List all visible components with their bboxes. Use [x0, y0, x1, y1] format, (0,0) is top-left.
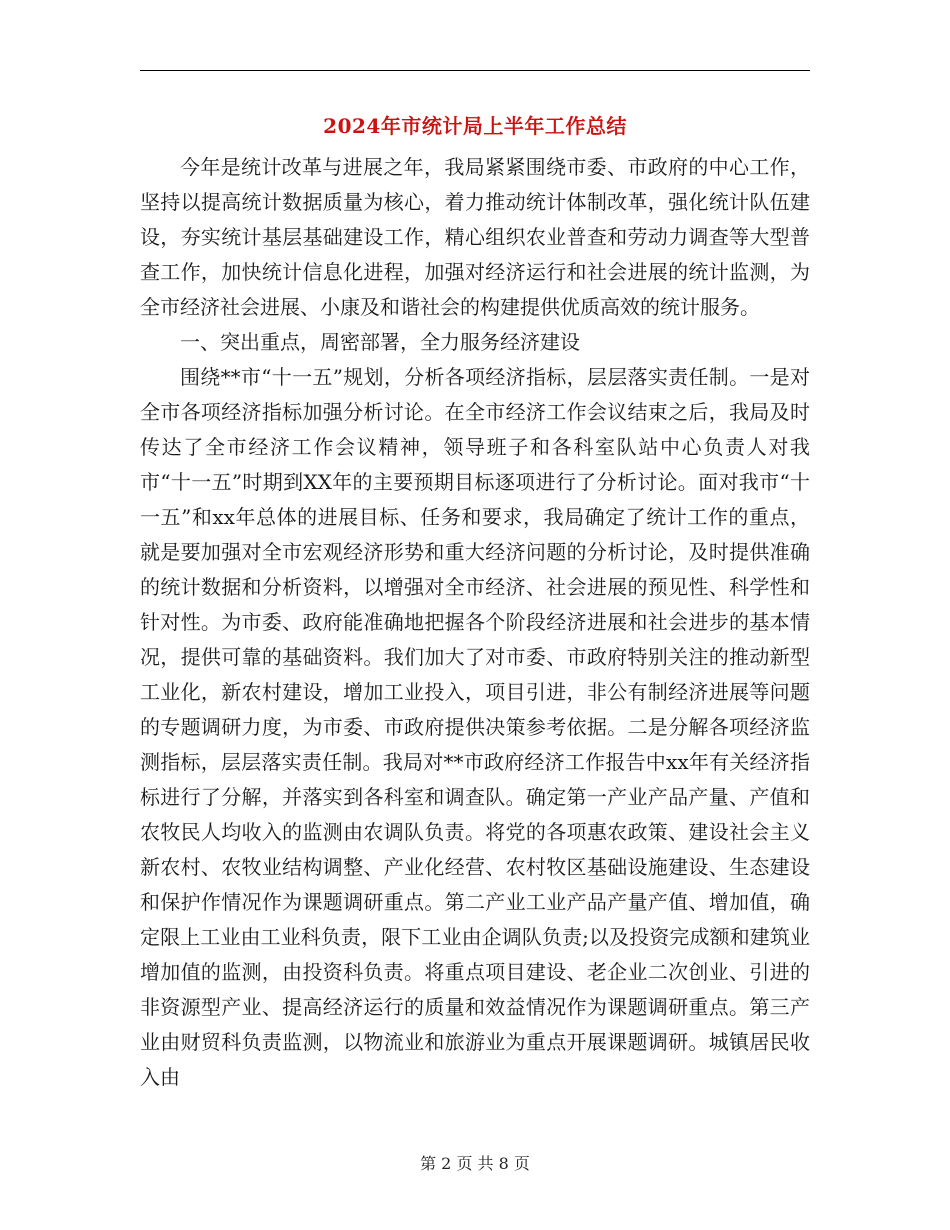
header-rule	[140, 70, 810, 71]
page-number-footer: 第 2 页 共 8 页	[420, 1154, 530, 1173]
document-title: 2024年市统计局上半年工作总结	[323, 114, 627, 138]
paragraph-intro: 今年是统计改革与进展之年，我局紧紧围绕市委、市政府的中心工作，坚持以提高统计数据质量为核心，着力推动统计体制改革，强化统计队伍建设，夯实统计基层基础建设工作，精心组织农业普查和劳动力调查等大型普查工作，加快统计信息化进程，加强对经济运行和社会进展的统计监测，为全市经济社会进展、小康及和谐社会的构建提供优质高效的统计服务。	[140, 155, 810, 319]
document-body	[140, 150, 810, 1095]
section-heading: 一、突出重点，周密部署，全力服务经济建设	[180, 330, 580, 354]
paragraph-section-1: 围绕**市“十一五”规划，分析各项经济指标，层层落实责任制。一是对全市各项经济指标加强分析讨论。在全市经济工作会议结束之后，我局及时传达了全市经济工作会议精神，领导班子和各科室队站中心负责人对我市“十一五”时期到XX年的主要预期目标逐项进行了分析讨论。面对我市“十一五”和xx年总体的进展目标、任务和要求，我局确定了统计工作的重点，就是要加强对全市宏观经济形势和重大经济问题的分析讨论，及时提供准确的统计数据和分析资料，以增强对全市经济、社会进展的预见性、科学性和针对性。为市委、政府能准确地把握各个阶段经济进展和社会进步的基本情况，提供可靠的基础资料。我们加大了对市委、市政府特别关注的推动新型工业化，新农村建设，增加工业投入，项目引进，非公有制经济进展等问题的专题调研力度，为市委、市政府提供决策参考依据。二是分解各项经济监测指标，层层落实责任制。我局对**市政府经济工作报告中xx年有关经济指标进行了分解，并落实到各科室和调查队。确定第一产业产品产量、产值和农牧民人均收入的监测由农调队负责。将党的各项惠农政策、建设社会主义新农村、农牧业结构调整、产业化经营、农村牧区基础设施建设、生态建设和保护作情况作为课题调研重点。第二产业工业产品产量产值、增加值，确定限上工业由工业科负责，限下工业由企调队负责;以及投资完成额和建筑业增加值的监测，由投资科负责。将重点项目建设、老企业二次创业、引进的非资源型产业、提高经济运行的质量和效益情况作为课题调研重点。第三产业由财贸科负责监测，以物流业和旅游业为重点开展课题调研。城镇居民收入由	[140, 365, 810, 1089]
